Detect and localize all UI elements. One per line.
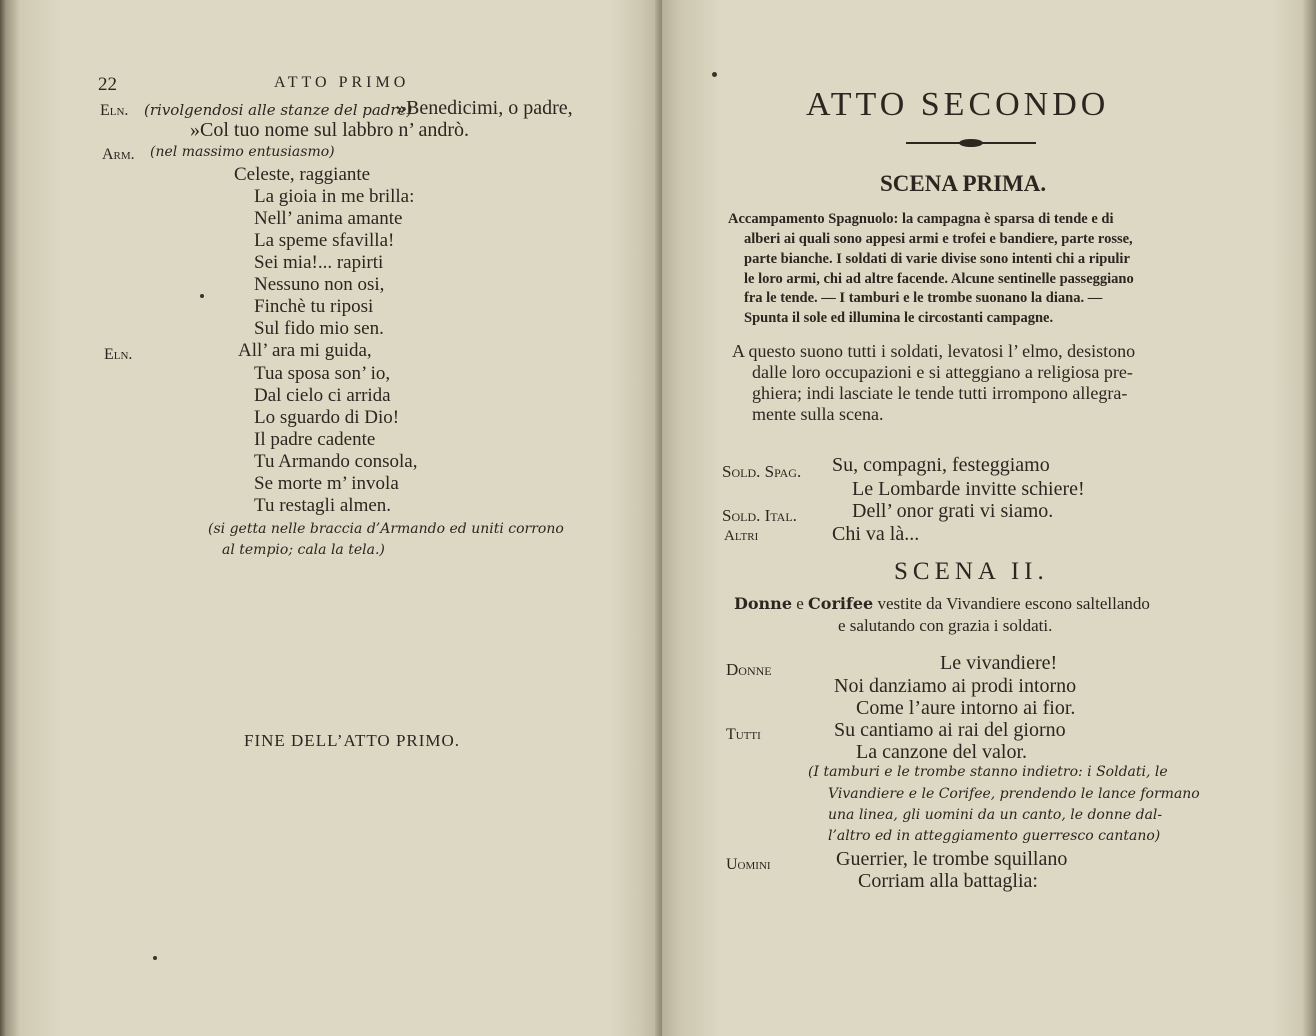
scene-1-description-line: Spunta il sole ed illumina le circostanti campagne. [744, 310, 1054, 326]
donne-verse: Noi danziamo ai prodi intorno [834, 675, 1077, 697]
eln-verse: Lo sguardo di Dio! [254, 407, 400, 428]
stage-direction-line: al tempio; cala la tela.) [222, 542, 385, 558]
scene-1-description-line: parte bianche. I soldati di varie divise sono intenti chi a ripulir [744, 251, 1130, 267]
speaker-altri: Altri [724, 528, 759, 544]
speaker-sold-spag: Sold. Spag. [722, 462, 802, 481]
donne-label: Donne [734, 594, 792, 613]
sold-spag-line: Le Lombarde invitte schiere! [852, 478, 1085, 500]
scene-2-description-line-2: e salutando con grazia i soldati. [838, 616, 1053, 635]
altri-line: Chi va là... [832, 523, 920, 545]
sold-ital-line: Dell’ onor grati vi siamo. [852, 500, 1054, 522]
speaker-arm: Arm. [102, 146, 135, 163]
ink-speck [712, 72, 717, 77]
uomini-verse: Guerrier, le trombe squillano [836, 848, 1068, 870]
scene-1-description-line: alberi ai quali sono appesi armi e trofei e bandiere, parte rosse, [744, 231, 1133, 247]
scene-1-narrative-line: ghiera; indi lasciate le tende tutti irrompono allegra- [752, 383, 1128, 403]
eln-stage-direction: (rivolgendosi alle stanze del padre) [144, 101, 413, 119]
stage-direction-line: una linea, gli uomini da un canto, le donne dal- [828, 807, 1163, 823]
arm-verse: Nell’ anima amante [254, 208, 403, 229]
running-head: ATTO PRIMO [274, 74, 410, 91]
speaker-sold-ital: Sold. Ital. [722, 506, 797, 525]
donne-verse: Come l’aure intorno ai fior. [856, 697, 1076, 719]
scene-1-title: SCENA PRIMA. [880, 171, 1047, 196]
arm-verse: La speme sfavilla! [254, 230, 395, 251]
scene-1-description-line: le loro armi, chi ad altre facende. Alcune sentinelle passeggiano [744, 271, 1134, 287]
arm-verse: Sei mia!... rapirti [254, 252, 384, 273]
eln-verse: Se morte m’ invola [254, 473, 399, 494]
eln-line-1: »Benedicimi, o padre, [396, 97, 573, 119]
speaker-eln-2: Eln. [104, 346, 133, 363]
eln-line-2: »Col tuo nome sul labbro n’ andrò. [190, 119, 470, 141]
corifee-label: Corifee [808, 594, 874, 613]
scene-1-narrative-line: mente sulla scena. [752, 404, 884, 424]
arm-stage-direction: (nel massimo entusiasmo) [150, 144, 335, 160]
stage-direction-line: (I tamburi e le trombe stanno indietro: i Soldati, le [808, 764, 1168, 780]
arm-verse: La gioia in me brilla: [254, 186, 415, 207]
eln-verse: Il padre cadente [254, 429, 376, 450]
speaker-uomini: Uomini [726, 856, 771, 873]
uomini-verse: Corriam alla battaglia: [858, 870, 1038, 892]
scene-1-narrative-line: A questo suono tutti i soldati, levatosi l’ elmo, desistono [732, 341, 1136, 361]
speaker-tutti: Tutti [726, 726, 761, 743]
speaker-eln: Eln. [100, 102, 129, 119]
right-page [662, 0, 1316, 1036]
scene-2-conjunction: e [796, 594, 804, 613]
act-title: ATTO SECONDO [806, 86, 1110, 123]
eln-verse: All’ ara mi guida, [238, 340, 372, 361]
stage-direction-line: l’altro ed in atteggiamento guerresco cantano) [828, 828, 1161, 844]
scene-1-narrative-line: dalle loro occupazioni e si atteggiano a religiosa pre- [752, 362, 1133, 382]
eln-verse: Tu restagli almen. [254, 495, 392, 516]
ink-speck [200, 294, 204, 298]
stage-direction-line: (si getta nelle braccia d’Armando ed uniti corrono [208, 521, 564, 537]
end-of-act: FINE DELL’ATTO PRIMO. [244, 731, 461, 750]
ornament-divider [906, 136, 1036, 150]
eln-verse: Dal cielo ci arrida [254, 385, 391, 406]
stage-direction-line: Vivandiere e le Corifee, prendendo le lance formano [828, 786, 1200, 802]
eln-verse: Tua sposa son’ io, [254, 363, 391, 384]
scene-2-description [734, 594, 1150, 614]
speaker-donne: Donne [726, 660, 772, 679]
sold-spag-line: Su, compagni, festeggiamo [832, 454, 1050, 476]
page-number: 22 [98, 74, 117, 95]
ink-speck [153, 956, 157, 960]
scene-1-description-line: Accampamento Spagnuolo: la campagna è sparsa di tende e di [728, 211, 1114, 227]
scene-2-title: SCENA II. [894, 558, 1049, 585]
eln-verse: Tu Armando consola, [254, 451, 418, 472]
scene-2-desc-text: vestite da Vivandiere escono saltellando [877, 594, 1150, 613]
donne-verse: Le vivandiere! [940, 652, 1058, 674]
arm-verse: Finchè tu riposi [254, 296, 374, 317]
tutti-verse: Su cantiamo ai rai del giorno [834, 719, 1066, 741]
tutti-verse: La canzone del valor. [856, 741, 1028, 763]
arm-verse: Celeste, raggiante [234, 164, 371, 185]
arm-verse: Nessuno non osi, [254, 274, 385, 295]
scene-1-description-line: fra le tende. — I tamburi e le trombe suonano la diana. — [744, 290, 1103, 306]
arm-verse: Sul fido mio sen. [254, 318, 384, 339]
